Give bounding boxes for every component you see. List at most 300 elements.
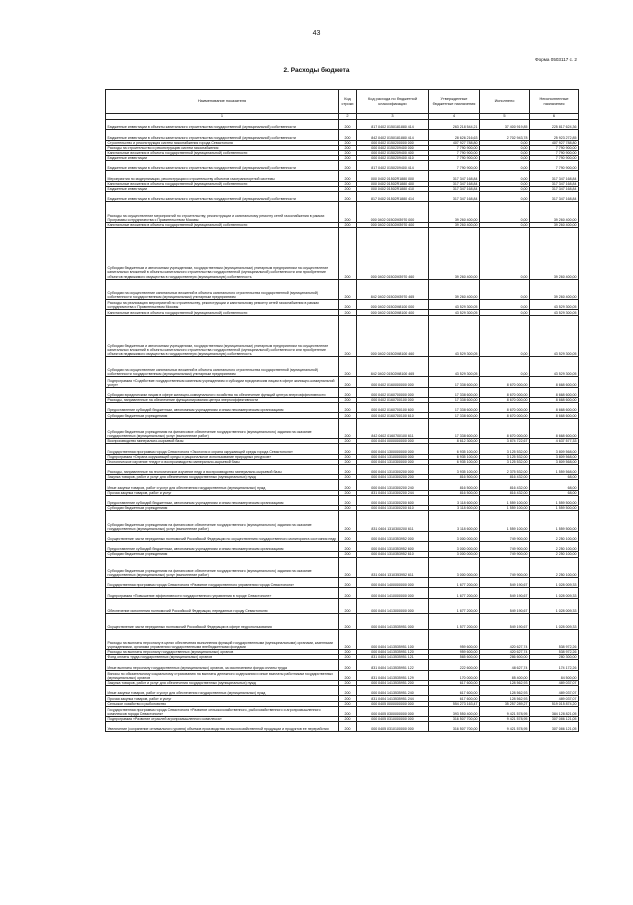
row-name: Государственная программа города Севастополя «Экология и охрана окружающей среды города Севастополя»: [106, 444, 339, 454]
row-budget-code: 831 0404 1310300200 611: [357, 511, 429, 532]
row-approved: 222 600,00: [429, 660, 480, 670]
row-approved: 3 000 000,00: [429, 531, 480, 541]
row-executed: 0,00: [480, 202, 530, 223]
row-line-code: 200: [339, 403, 357, 413]
row-line-code: 200: [339, 578, 357, 588]
row-executed: 420 627,74: [480, 629, 530, 650]
row-executed: 3 874 722,67: [480, 439, 530, 444]
row-budget-code: 817 0402 0150181880 414: [357, 120, 429, 130]
row-budget-code: 000 0404 1310300200 610: [357, 506, 429, 511]
row-executed: 0,00: [480, 356, 530, 377]
row-unexecuted: 39 260 400,00: [530, 202, 579, 223]
row-name: Капитальные вложения в объекты государственной (муниципальной) собственности: [106, 181, 339, 186]
row-unexecuted: 43 529 300,05: [530, 315, 579, 356]
row-approved: 3 000 000,00: [429, 552, 480, 557]
row-line-code: 200: [339, 397, 357, 402]
header-executed: Исполнено: [480, 90, 530, 114]
row-name: Субсидии бюджетным учреждениям на финансовое обеспечение государственного (муниципального) задания на оказание государственных (муниципальных) услуг (выполнение работ): [106, 511, 339, 532]
row-approved: 8 612 300,00: [429, 439, 480, 444]
row-approved: 816 500,00: [429, 475, 480, 480]
row-executed: 1 559 100,00: [480, 495, 530, 505]
row-executed: 0,00: [480, 145, 530, 150]
row-executed: 0,00: [480, 181, 530, 186]
table-row: [106, 228, 579, 280]
row-approved: 7 790 900,00: [429, 161, 480, 171]
row-executed: 9 421 578,95: [480, 717, 530, 722]
row-unexecuted: 8 668 600,00: [530, 403, 579, 413]
row-name: Капитальные вложения в объекты государственной (муниципальной) собственности: [106, 310, 339, 315]
row-approved: 816 500,00: [429, 480, 480, 490]
row-line-code: 200: [339, 506, 357, 511]
row-line-code: 200: [339, 171, 357, 181]
table-row: [106, 511, 579, 532]
row-unexecuted: 1 028 009,33: [530, 588, 579, 598]
row-executed: 0,00: [480, 300, 530, 310]
row-approved: 317 347 168,84: [429, 192, 480, 202]
row-line-code: 200: [339, 186, 357, 191]
table-row: [106, 387, 579, 397]
row-line-code: 200: [339, 120, 357, 130]
row-executed: 749 900,00: [480, 531, 530, 541]
row-name: Геологическое изучение «недр» и воспроизводство минерально-сырьевой базы: [106, 459, 339, 464]
row-executed: 749 900,00: [480, 557, 530, 578]
row-budget-code: 000 0402 01502M8100 460: [357, 315, 429, 356]
row-unexecuted: 39 260 400,00: [530, 279, 579, 300]
row-name: Обеспечение исполнения полномочий Российской Федерации, переданных городу Севастополю: [106, 598, 339, 613]
row-line-code: 200: [339, 531, 357, 541]
row-executed: 0,00: [480, 171, 530, 181]
row-budget-code: 817 0402 0150209400 414: [357, 161, 429, 171]
row-approved: 3 000 000,00: [429, 557, 480, 578]
table-row: [106, 660, 579, 670]
row-executed: 816 432,00: [480, 475, 530, 480]
column-number: 5: [480, 114, 530, 120]
row-budget-code: 000 0404 0000000000 000: [357, 439, 429, 444]
row-name: Закупка товаров, работ и услуг для обеспечения государственных (муниципальных) нужд: [106, 681, 339, 686]
column-number: 1: [106, 114, 339, 120]
row-executed: 0,00: [480, 228, 530, 280]
row-name: Субсидии на осуществление капитальных вложений в объекты капитального строительства государственной (муниципальной) собственности государственным (муниципальным) унитарным предприятиям: [106, 356, 339, 377]
row-unexecuted: 1 559 568,00: [530, 464, 579, 474]
table-row: [106, 670, 579, 680]
row-budget-code: 000 0404 1300000000 000: [357, 444, 429, 454]
row-line-code: 200: [339, 202, 357, 223]
row-unexecuted: 317 347 168,84: [530, 192, 579, 202]
row-name: Иные выплаты персоналу государственных (муниципальных) органов, за исключением фонда оплаты труда: [106, 660, 339, 670]
row-executed: 128 562,93: [480, 696, 530, 701]
row-budget-code: 000 0404 1410000000 000: [357, 588, 429, 598]
row-approved: 43 529 300,05: [429, 356, 480, 377]
row-approved: 170 000,00: [429, 670, 480, 680]
row-executed: 128 562,93: [480, 686, 530, 696]
row-executed: 816 432,00: [480, 480, 530, 490]
row-approved: 7 790 900,00: [429, 150, 480, 155]
row-line-code: 200: [339, 181, 357, 186]
row-executed: 0,00: [480, 150, 530, 155]
row-line-code: 200: [339, 660, 357, 670]
column-number: 3: [357, 114, 429, 120]
row-name: Иные закупки товаров, работ и услуг для обеспечения государственных (муниципальных) нужд: [106, 480, 339, 490]
row-line-code: 200: [339, 655, 357, 660]
row-budget-code: 000 0402 0150200000 000: [357, 140, 429, 145]
row-approved: 1 677 200,00: [429, 588, 480, 598]
row-approved: 617 600,00: [429, 681, 480, 686]
table-row: [106, 480, 579, 490]
row-budget-code: 000 0402 0160700000 000: [357, 387, 429, 397]
row-executed: 0,00: [480, 140, 530, 145]
row-unexecuted: 7 790 900,00: [530, 145, 579, 150]
row-executed: 2 375 532,00: [480, 464, 530, 474]
row-line-code: 200: [339, 222, 357, 227]
row-unexecuted: 25 923 272,85: [530, 130, 579, 140]
row-unexecuted: 8 668 600,00: [530, 377, 579, 387]
row-name: Подпрограмма «Охрана окружающей среды и рациональное использование природных ресурсов»: [106, 454, 339, 459]
row-budget-code: 000 0402 01502M3970 000: [357, 202, 429, 223]
row-name: Предоставление субсидий бюджетным, автономным учреждениям и иным некоммерческим организациям: [106, 403, 339, 413]
row-approved: 317 347 168,84: [429, 171, 480, 181]
row-name: Воспроизводство минерально-сырьевой базы: [106, 439, 339, 444]
row-unexecuted: 43 529 300,05: [530, 300, 579, 310]
row-budget-code: 000 0402 0150209400 410: [357, 156, 429, 161]
row-name: Субсидии бюджетным учреждениям: [106, 552, 339, 557]
table-row: [106, 403, 579, 413]
row-executed: 35 257 289,27: [480, 701, 530, 706]
row-line-code: 200: [339, 387, 357, 397]
row-unexecuted: 39 260 400,00: [530, 228, 579, 280]
table-row: [106, 542, 579, 552]
row-name: Бюджетные инвестиции в объекты капитального строительства государственной (муниципальной) собственности: [106, 130, 339, 140]
row-executed: 2 702 943,78: [480, 130, 530, 140]
row-line-code: 200: [339, 300, 357, 310]
row-line-code: 200: [339, 192, 357, 202]
row-budget-code: 000 0404 1400000000 000: [357, 578, 429, 588]
row-name: Иные закупки товаров, работ и услуг для обеспечения государственных (муниципальных) нужд: [106, 686, 339, 696]
table-body: [106, 120, 579, 732]
row-unexecuted: 384 128 821,05: [530, 706, 579, 716]
row-unexecuted: 489 037,07: [530, 696, 579, 701]
row-budget-code: 000 0402 0160700100 600: [357, 403, 429, 413]
row-unexecuted: 1 559 500,00: [530, 511, 579, 532]
row-line-code: 200: [339, 130, 357, 140]
row-name: Бюджетные инвестиции в объекты капитального строительства государственной (муниципальной) собственности: [106, 192, 339, 202]
row-name: Расходы на реализацию мероприятий по строительству, реконструкции и капитальному ремонту сетей газоснабжения в рамках сотрудничества с Правительством Москвы: [106, 300, 339, 310]
row-executed: 549 190,67: [480, 614, 530, 629]
table-row: [106, 120, 579, 130]
row-line-code: 200: [339, 598, 357, 613]
row-unexecuted: 84 500,00: [530, 670, 579, 680]
row-line-code: 200: [339, 156, 357, 161]
row-executed: 420 627,74: [480, 650, 530, 655]
row-name: Субсидии бюджетным и автономным учреждениям, государственным (муниципальным) унитарным предприятиям на осуществление капитальных вложений в объекты капитального строительства государственной (муниципальной) собственности или приобретение объектов недвижимого имущества в государственную (муниципальную) собственность: [106, 315, 339, 356]
row-line-code: 200: [339, 161, 357, 171]
row-unexecuted: 1 028 009,33: [530, 578, 579, 588]
row-budget-code: 000 0402 0160700100 000: [357, 397, 429, 402]
row-approved: 3 118 600,00: [429, 506, 480, 511]
table-row: [106, 531, 579, 541]
row-unexecuted: 1 559 500,00: [530, 506, 579, 511]
row-budget-code: 831 0404 1413535951 129: [357, 670, 429, 680]
row-budget-code: 000 0404 1310300200 240: [357, 480, 429, 490]
row-budget-code: 000 0402 01502R1880 410: [357, 186, 429, 191]
row-line-code: 200: [339, 454, 357, 459]
row-line-code: 200: [339, 228, 357, 280]
row-line-code: 200: [339, 495, 357, 505]
column-number: 4: [429, 114, 480, 120]
row-name: Субсидии бюджетным учреждениям на финансовое обеспечение государственного (муниципального) задания на оказание государственных (муниципальных) услуг (выполнение работ): [106, 557, 339, 578]
row-approved: 316 507 700,00: [429, 717, 480, 722]
row-approved: 3 118 600,00: [429, 495, 480, 505]
row-approved: 316 507 700,00: [429, 722, 480, 732]
row-executed: 1 559 100,00: [480, 506, 530, 511]
row-approved: 3 000 000,00: [429, 542, 480, 552]
row-budget-code: 000 0402 01502M3970 400: [357, 222, 429, 227]
row-line-code: 200: [339, 315, 357, 356]
row-line-code: 200: [339, 459, 357, 464]
row-budget-code: 000 0404 1310300200 000: [357, 464, 429, 474]
row-executed: 37 400 919,85: [480, 120, 530, 130]
row-approved: 617 600,00: [429, 696, 480, 701]
table-row: [106, 686, 579, 696]
row-name: Строительство и реконструкция систем газоснабжения города Севастополя: [106, 140, 339, 145]
row-executed: 128 562,93: [480, 681, 530, 686]
row-line-code: 200: [339, 614, 357, 629]
row-executed: 3 125 532,00: [480, 454, 530, 459]
row-line-code: 200: [339, 279, 357, 300]
row-approved: 3 935 100,00: [429, 464, 480, 474]
row-budget-code: 842 0402 01502M8100 465: [357, 356, 429, 377]
row-name: Фонд оплаты труда государственных (муниципальных) органов: [106, 655, 339, 660]
row-line-code: 200: [339, 681, 357, 686]
row-approved: 3 118 600,00: [429, 511, 480, 532]
table-row: [106, 464, 579, 474]
row-executed: 816 432,00: [480, 490, 530, 495]
row-unexecuted: 68,00: [530, 475, 579, 480]
row-line-code: 200: [339, 686, 357, 696]
row-approved: 565 600,00: [429, 655, 480, 660]
row-name: Предоставление субсидий бюджетным, автономным учреждениям и иным некоммерческим организациям: [106, 542, 339, 552]
row-line-code: 200: [339, 552, 357, 557]
header-name: Наименование показателя: [106, 90, 339, 114]
row-unexecuted: 2 250 100,00: [530, 557, 579, 578]
table-row: [106, 722, 579, 732]
row-name: Взносы по обязательному социальному страхованию на выплаты денежного содержания и иные выплаты работникам государственных (муниципальных) органов: [106, 670, 339, 680]
row-budget-code: 000 0404 1310353952 600: [357, 542, 429, 552]
row-line-code: 200: [339, 588, 357, 598]
row-name: Капитальные вложения в объекты государственной (муниципальной) собственности: [106, 222, 339, 227]
row-budget-code: 000 0402 01502R1880 000: [357, 171, 429, 181]
table-row: [106, 444, 579, 454]
row-executed: 749 900,00: [480, 552, 530, 557]
row-line-code: 200: [339, 140, 357, 145]
row-approved: 554 273 163,47: [429, 701, 480, 706]
row-budget-code: 000 0404 1413000000 000: [357, 598, 429, 613]
row-budget-code: 842 0402 01502M3970 465: [357, 279, 429, 300]
row-name: Подпрограмма «Повышение эффективности государственного управления в городе Севастополе»: [106, 588, 339, 598]
row-budget-code: 000 0402 0160000000 000: [357, 377, 429, 387]
row-executed: 0,00: [480, 186, 530, 191]
row-executed: 0,00: [480, 315, 530, 356]
row-name: Субсидии на осуществление капитальных вложений в объекты капитального строительства государственной (муниципальной) собственности государственным (муниципальным) унитарным предприятиям: [106, 279, 339, 300]
row-name: Бюджетные инвестиции: [106, 186, 339, 191]
row-approved: 959 600,00: [429, 629, 480, 650]
row-unexecuted: 174 172,26: [530, 660, 579, 670]
row-budget-code: 000 0405 0310000000 000: [357, 717, 429, 722]
row-unexecuted: 317 347 168,84: [530, 181, 579, 186]
row-unexecuted: 538 972,26: [530, 629, 579, 650]
row-name: Увеличение (сохранение оптимального уровня) объемов производства сельскохозяйственной продукции и продуктов ее переработки: [106, 722, 339, 732]
row-executed: 286 600,00: [480, 655, 530, 660]
row-name: Субсидии бюджетным учреждениям на финансовое обеспечение государственного (муниципального) задания на оказание государственных (муниципальных) услуг (выполнение работ): [106, 418, 339, 439]
row-name: Бюджетные инвестиции в объекты капитального строительства государственной (муниципальной) собственности: [106, 161, 339, 171]
row-line-code: 200: [339, 377, 357, 387]
row-name: Осуществление части переданных полномочий Российской Федерации в сфере недропользования: [106, 614, 339, 629]
row-line-code: 200: [339, 650, 357, 655]
row-budget-code: 000 0405 0000000000 000: [357, 701, 429, 706]
row-unexecuted: 1 028 009,33: [530, 598, 579, 613]
row-executed: 549 190,67: [480, 598, 530, 613]
row-approved: 17 338 600,00: [429, 397, 480, 402]
row-executed: 0,00: [480, 161, 530, 171]
row-approved: 317 347 168,84: [429, 186, 480, 191]
row-unexecuted: 43 529 300,05: [530, 310, 579, 315]
row-line-code: 200: [339, 629, 357, 650]
row-unexecuted: 307 086 121,05: [530, 717, 579, 722]
row-name: Прочая закупка товаров, работ и услуг: [106, 490, 339, 495]
row-executed: 549 190,67: [480, 578, 530, 588]
table-row: [106, 279, 579, 300]
row-line-code: 200: [339, 706, 357, 716]
expenditure-table: [105, 89, 579, 732]
row-line-code: 200: [339, 439, 357, 444]
row-budget-code: 000 0404 1413535951 200: [357, 681, 429, 686]
row-executed: 8 670 000,00: [480, 413, 530, 418]
row-executed: 0,00: [480, 156, 530, 161]
table-row: [106, 578, 579, 588]
row-budget-code: 000 0402 0160700100 610: [357, 413, 429, 418]
table-row: [106, 356, 579, 377]
row-unexecuted: 2 250 100,00: [530, 542, 579, 552]
row-budget-code: 000 0404 1310000000 000: [357, 454, 429, 459]
row-executed: 3 125 532,00: [480, 444, 530, 454]
row-unexecuted: 8 668 600,00: [530, 413, 579, 418]
row-unexecuted: 3 809 568,00: [530, 444, 579, 454]
row-approved: 816 500,00: [429, 490, 480, 495]
row-name: Подпрограмма «Содействие государственным казенным учреждениям и субсидии юридическим лицам в сфере жилищно-коммунальной услуг»: [106, 377, 339, 387]
row-line-code: 200: [339, 356, 357, 377]
form-code: Форма 0503117 с. 2: [535, 57, 577, 62]
row-executed: 0,00: [480, 222, 530, 227]
row-budget-code: 000 0402 01502M8100 400: [357, 310, 429, 315]
row-line-code: 200: [339, 444, 357, 454]
row-approved: 6 935 100,00: [429, 454, 480, 459]
header-budget-code: Код расхода по бюджетной классификации: [357, 90, 429, 114]
row-unexecuted: 1 028 009,33: [530, 614, 579, 629]
row-approved: 17 338 600,00: [429, 387, 480, 397]
table-row: [106, 495, 579, 505]
row-budget-code: 000 0404 1310353952 610: [357, 552, 429, 557]
header-row: [106, 90, 579, 114]
row-name: Бюджетные инвестиции в объекты капитального строительства государственной (муниципальной) собственности: [106, 120, 339, 130]
row-line-code: 200: [339, 670, 357, 680]
table-row: [106, 614, 579, 629]
row-approved: 6 935 100,00: [429, 444, 480, 454]
row-name: Бюджетные инвестиции: [106, 156, 339, 161]
column-number: 2: [339, 114, 357, 120]
row-name: Государственная программа города Севастополя «Развитие государственного управления города Севастополя»: [106, 578, 339, 588]
row-executed: 549 190,67: [480, 588, 530, 598]
row-name: Предоставление субсидий бюджетным, автономным учреждениям и иным некоммерческим организациям: [106, 495, 339, 505]
row-line-code: 200: [339, 717, 357, 722]
row-executed: 9 421 578,95: [480, 706, 530, 716]
row-budget-code: 000 0405 0310100000 000: [357, 722, 429, 732]
row-budget-code: 842 0402 0160700100 611: [357, 418, 429, 439]
table-row: [106, 192, 579, 202]
row-executed: 0,00: [480, 192, 530, 202]
table-row: [106, 202, 579, 223]
row-name: Мероприятия по модернизации, реконструкции и строительству объектов газотранспортной системы: [106, 171, 339, 181]
row-unexecuted: 8 668 600,00: [530, 397, 579, 402]
row-budget-code: 831 0404 1413535951 121: [357, 655, 429, 660]
row-unexecuted: 519 015 874,20: [530, 701, 579, 706]
table-row: [106, 161, 579, 171]
row-line-code: 200: [339, 701, 357, 706]
row-unexecuted: 3 809 568,00: [530, 454, 579, 459]
row-executed: 8 670 000,00: [480, 397, 530, 402]
row-budget-code: 000 0402 0150209400 000: [357, 145, 429, 150]
row-approved: 17 338 600,00: [429, 403, 480, 413]
row-name: Прочая закупка товаров, работ и услуг: [106, 696, 339, 701]
row-budget-code: 000 0404 1310353952 000: [357, 531, 429, 541]
row-line-code: 200: [339, 464, 357, 474]
row-approved: 28 626 216,63: [429, 130, 480, 140]
row-name: Субсидии бюджетным учреждениям: [106, 506, 339, 511]
table-row: [106, 629, 579, 650]
row-unexecuted: 4 637 577,33: [530, 439, 579, 444]
row-approved: 263 218 544,21: [429, 120, 480, 130]
row-budget-code: 000 0404 1310300000 000: [357, 459, 429, 464]
row-executed: 48 627,74: [480, 660, 530, 670]
row-unexecuted: 407 927 788,80: [530, 140, 579, 145]
row-approved: 43 529 300,05: [429, 310, 480, 315]
table-row: [106, 706, 579, 716]
row-line-code: 200: [339, 145, 357, 150]
table-row: [106, 588, 579, 598]
row-unexecuted: 7 790 900,00: [530, 150, 579, 155]
page-number: 43: [312, 30, 321, 37]
row-name: Подпрограмма «Развитие отраслей агропромышленного комплекса»: [106, 717, 339, 722]
table-row: [106, 418, 579, 439]
section-title: 2. Расходы бюджета: [283, 67, 350, 74]
row-unexecuted: 2 250 100,00: [530, 552, 579, 557]
row-line-code: 200: [339, 696, 357, 701]
row-approved: 39 260 400,00: [429, 202, 480, 223]
row-budget-code: 000 0404 1413535951 100: [357, 629, 429, 650]
row-approved: 17 338 600,00: [429, 413, 480, 418]
row-approved: 39 260 400,00: [429, 222, 480, 227]
row-unexecuted: 489 037,07: [530, 681, 579, 686]
row-approved: 39 260 400,00: [429, 228, 480, 280]
row-executed: 749 900,00: [480, 542, 530, 552]
row-approved: 7 790 900,00: [429, 156, 480, 161]
row-name: Расходы на строительство и реконструкцию систем газоснабжения: [106, 145, 339, 150]
table-row: [106, 130, 579, 140]
row-unexecuted: 307 086 121,05: [530, 722, 579, 732]
table-row: [106, 315, 579, 356]
row-budget-code: 000 0402 01502R1880 400: [357, 181, 429, 186]
row-name: Субсидии юридическим лицам в сфере жилищно-коммунального хозяйства на обеспечение функций центра энергоэффективности: [106, 387, 339, 397]
row-executed: 0,00: [480, 310, 530, 315]
row-budget-code: 000 0404 1413535951 240: [357, 686, 429, 696]
